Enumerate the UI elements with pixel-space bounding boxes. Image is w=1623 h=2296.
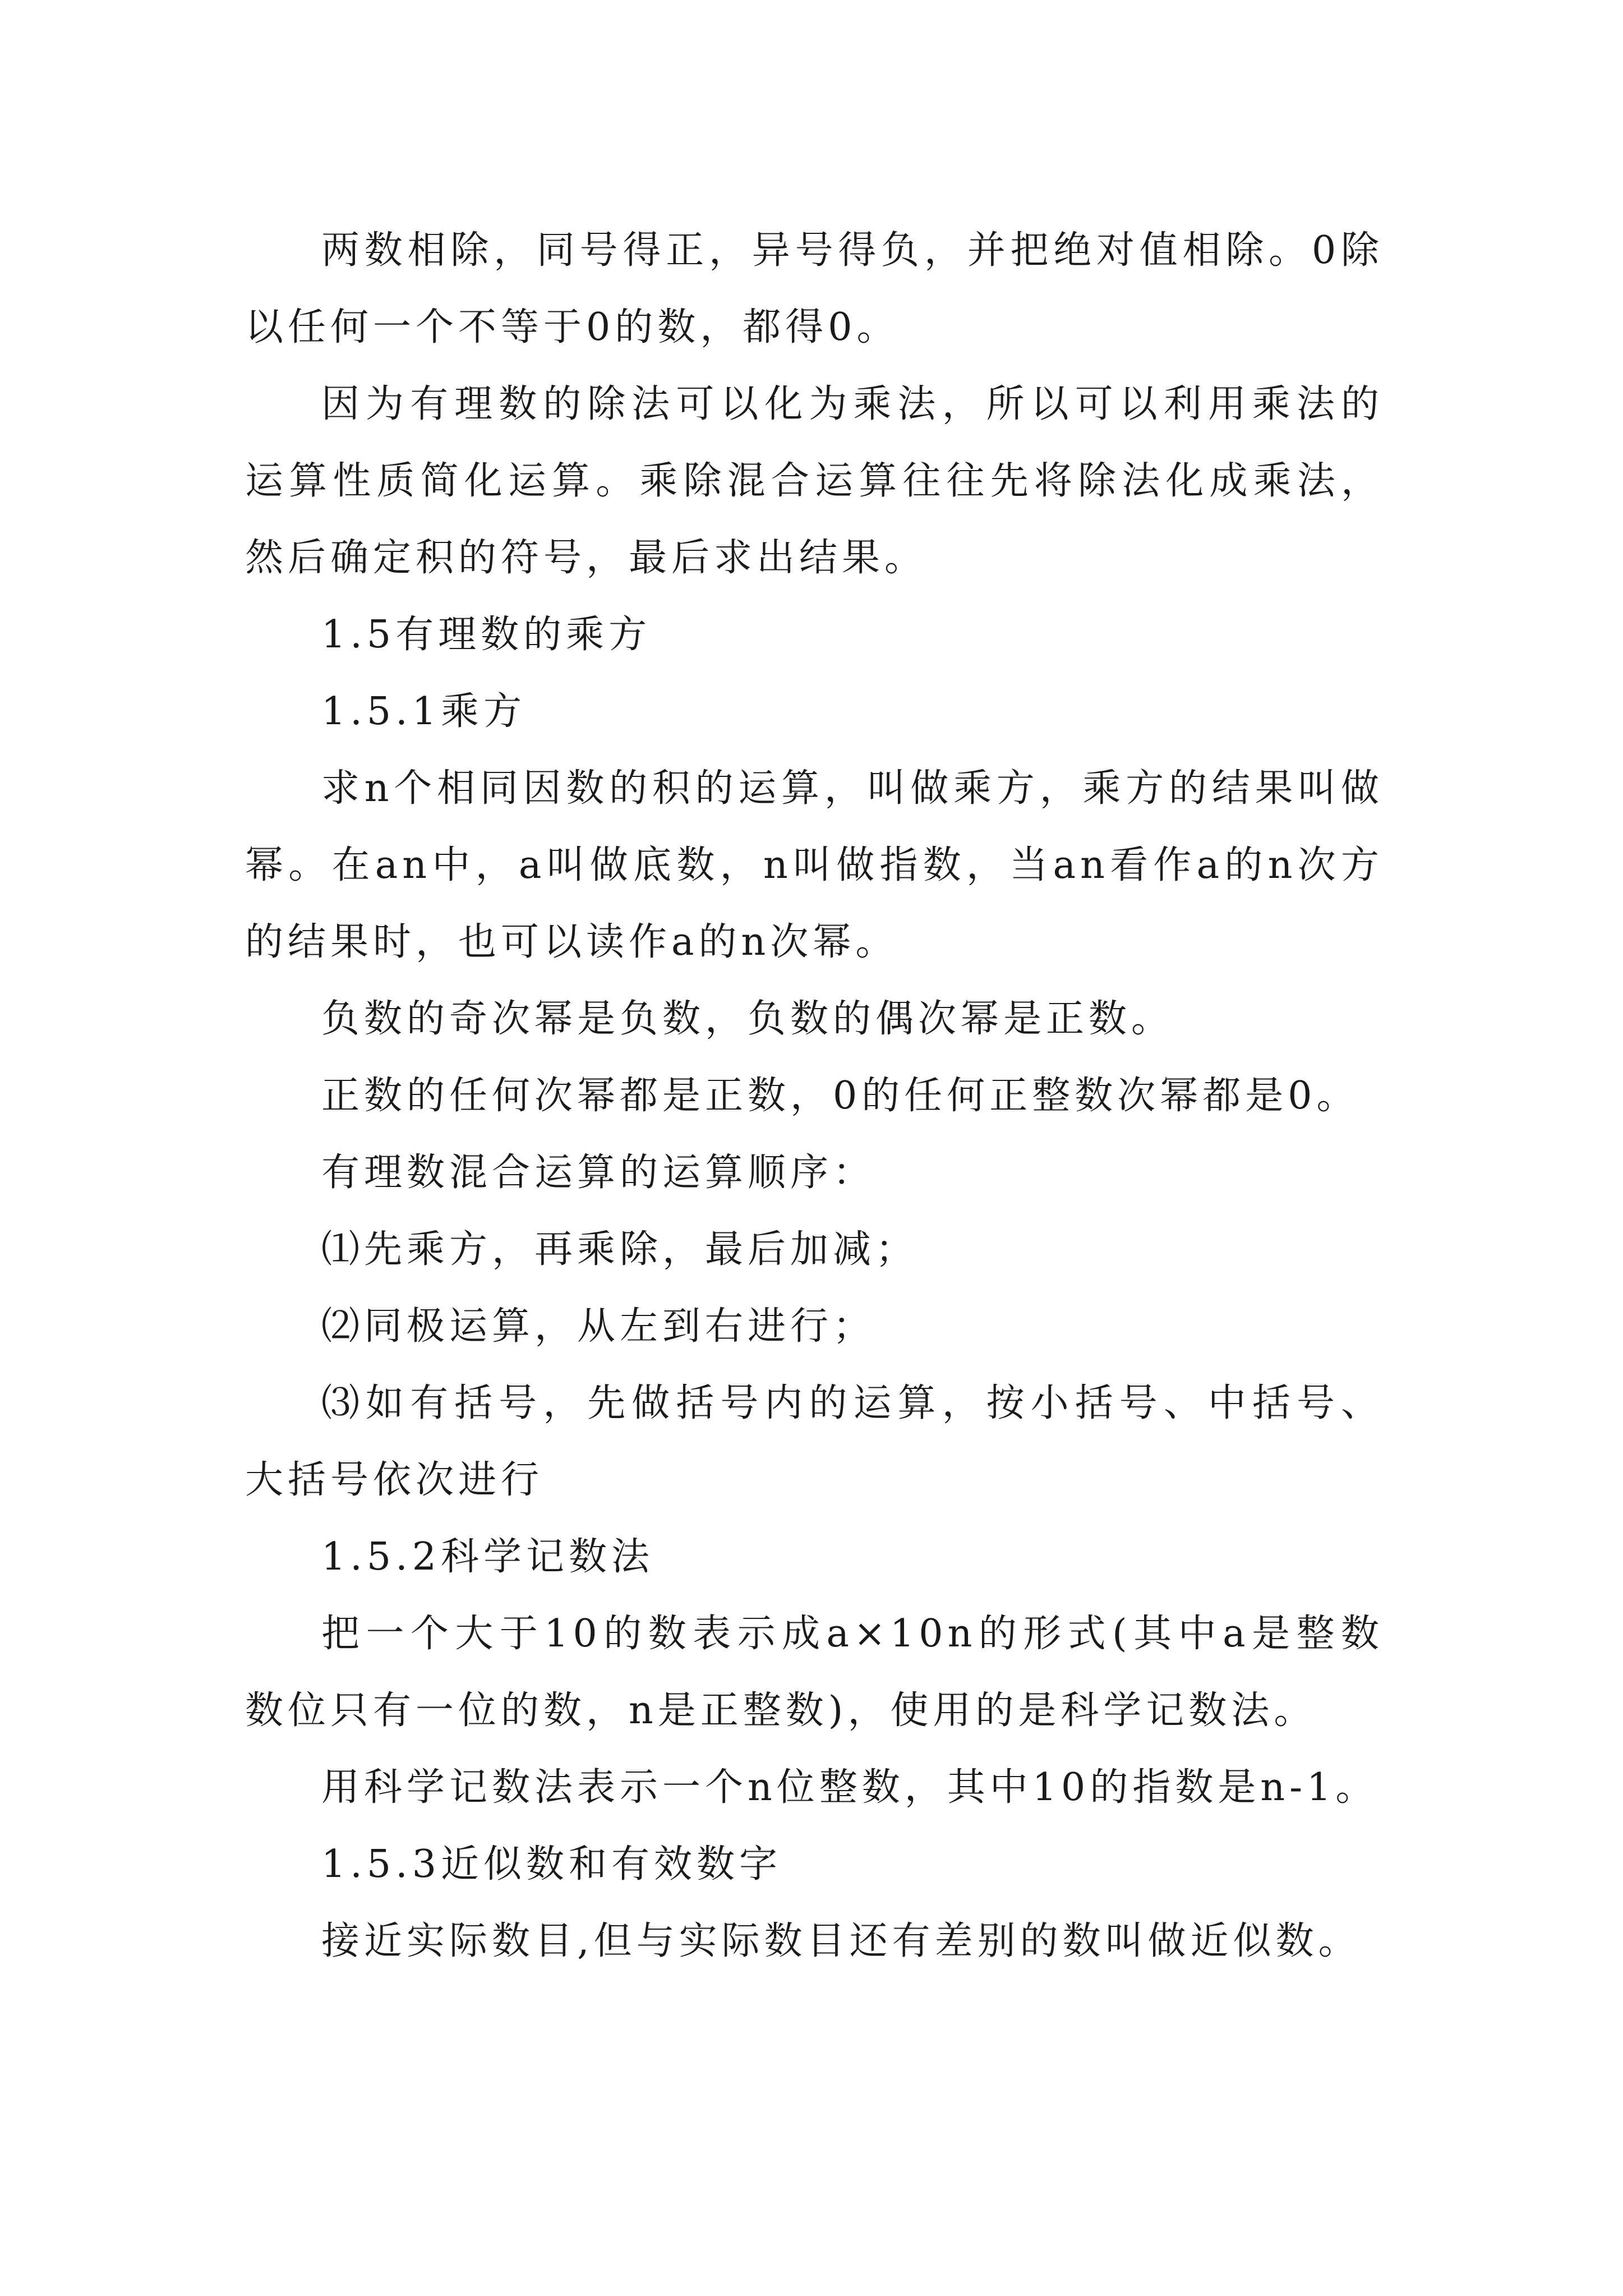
document-body: [245, 212, 1384, 1980]
section-heading-1-5-2: 1.5.2科学记数法: [321, 1535, 654, 1579]
paragraph-operation-order: 有理数混合运算的运算顺序：: [321, 1151, 876, 1195]
section-heading-1-5-1: 1.5.1乘方: [321, 689, 527, 734]
paragraph-division-rule: 两数相除，同号得正，异号得负，并把绝对值相除。0除以任何一个不等于0的数，都得0。: [245, 228, 1384, 349]
paragraph-division-to-multiplication: 因为有理数的除法可以化为乘法，所以可以利用乘法的运算性质简化运算。乘除混合运算往往先将除法化成乘法，然后确定积的符号，最后求出结果。: [245, 382, 1384, 580]
paragraph-positive-powers: 正数的任何次幂都是正数，0的任何正整数次幂都是0。: [321, 1074, 1359, 1118]
paragraph-exponent-rule: 用科学记数法表示一个n位整数，其中10的指数是n-1。: [321, 1765, 1378, 1810]
list-item-order-1: ⑴先乘方，再乘除，最后加减；: [321, 1227, 919, 1272]
section-heading-1-5: 1.5有理数的乘方: [321, 613, 652, 657]
list-item-order-2: ⑵同极运算，从左到右进行；: [321, 1304, 876, 1349]
paragraph-scientific-notation: 把一个大于10的数表示成a×10n的形式(其中a是整数数位只有一位的数，n是正整数)，使用的是科学记数法。: [245, 1612, 1384, 1733]
paragraph-negative-powers: 负数的奇次幂是负数，负数的偶次幂是正数。: [321, 997, 1174, 1041]
paragraph-approximate-number: 接近实际数目,但与实际数目还有差别的数叫做近似数。: [321, 1919, 1361, 1963]
paragraph-power-definition: 求n个相同因数的积的运算，叫做乘方，乘方的结果叫做幂。在an中，a叫做底数，n叫做指数，当an看作a的n次方的结果时，也可以读作a的n次幂。: [245, 766, 1384, 964]
list-item-order-3: ⑶如有括号，先做括号内的运算，按小括号、中括号、大括号依次进行: [245, 1381, 1384, 1502]
section-heading-1-5-3: 1.5.3近似数和有效数字: [321, 1842, 782, 1887]
